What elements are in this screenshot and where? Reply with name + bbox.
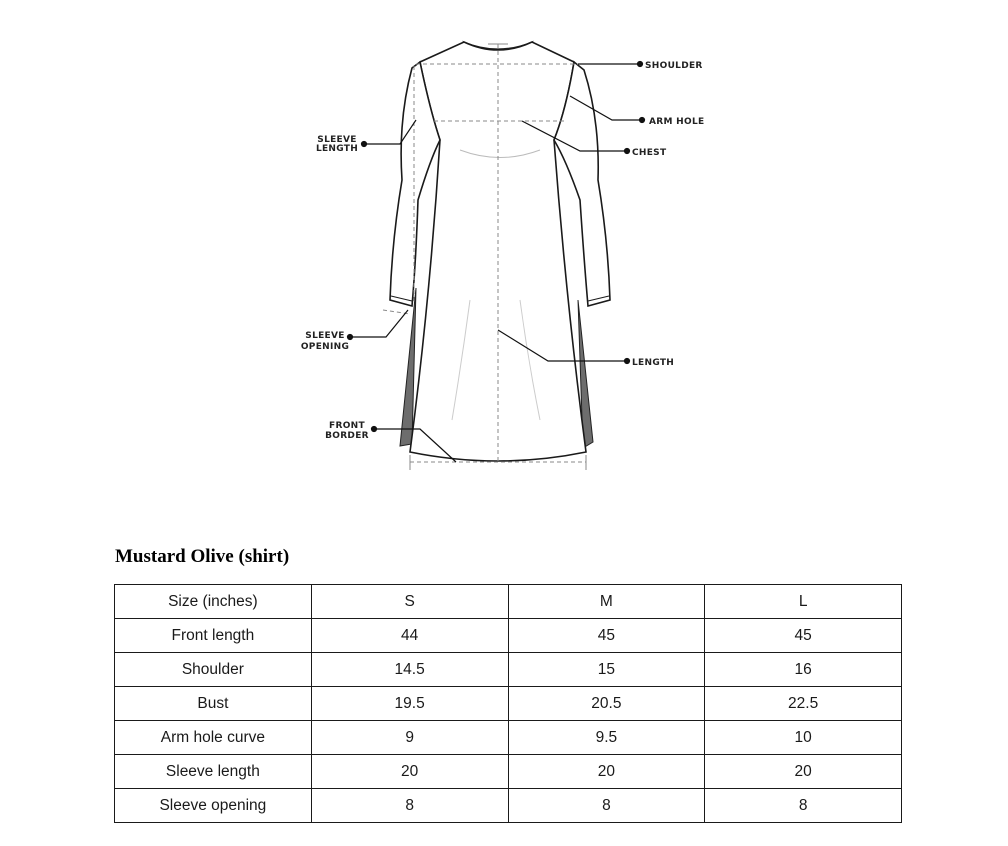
label-length: LENGTH	[632, 358, 675, 368]
label-front-border-line1: FRONT	[329, 421, 365, 431]
table-cell: 20	[311, 755, 508, 789]
table-row	[115, 653, 902, 687]
table-cell: 15	[508, 653, 705, 687]
table-header-cell: Size (inches)	[115, 585, 312, 619]
table-header-cell: L	[705, 585, 902, 619]
label-sleeve-opening-line2: OPENING	[300, 342, 350, 352]
label-shoulder: SHOULDER	[645, 61, 703, 71]
table-row	[115, 687, 902, 721]
label-sleeve-length-line1: SLEEVE	[317, 135, 357, 145]
table-cell: 8	[705, 789, 902, 823]
table-cell: 19.5	[311, 687, 508, 721]
table-cell: Sleeve length	[115, 755, 312, 789]
table-cell: 22.5	[705, 687, 902, 721]
table-cell: 20	[705, 755, 902, 789]
label-front-border-line2: BORDER	[325, 431, 369, 441]
label-arm-hole: ARM HOLE	[649, 117, 705, 127]
table-row	[115, 721, 902, 755]
table-header-cell: M	[508, 585, 705, 619]
product-title: Mustard Olive (shirt)	[115, 546, 290, 567]
table-cell: 20	[508, 755, 705, 789]
table-cell: Shoulder	[115, 653, 312, 687]
table-cell: Bust	[115, 687, 312, 721]
table-cell: Sleeve opening	[115, 789, 312, 823]
label-sleeve-opening-line1: SLEEVE	[305, 331, 345, 341]
table-cell: 9	[311, 721, 508, 755]
table-header-cell: S	[311, 585, 508, 619]
table-cell: 45	[705, 619, 902, 653]
table-cell: Front length	[115, 619, 312, 653]
table-header-row	[115, 585, 902, 619]
table-cell: 45	[508, 619, 705, 653]
label-sleeve-length-line2: LENGTH	[315, 144, 359, 154]
table-cell: 20.5	[508, 687, 705, 721]
shirt-illustration	[383, 42, 610, 470]
size-chart-table	[114, 584, 902, 823]
table-cell: 10	[705, 721, 902, 755]
table-cell: 9.5	[508, 721, 705, 755]
table-cell: 14.5	[311, 653, 508, 687]
table-cell: 44	[311, 619, 508, 653]
table-cell: Arm hole curve	[115, 721, 312, 755]
table-row	[115, 789, 902, 823]
label-chest: CHEST	[632, 148, 667, 158]
table-row	[115, 755, 902, 789]
table-cell: 8	[508, 789, 705, 823]
table-cell: 8	[311, 789, 508, 823]
table-cell: 16	[705, 653, 902, 687]
table-row	[115, 619, 902, 653]
